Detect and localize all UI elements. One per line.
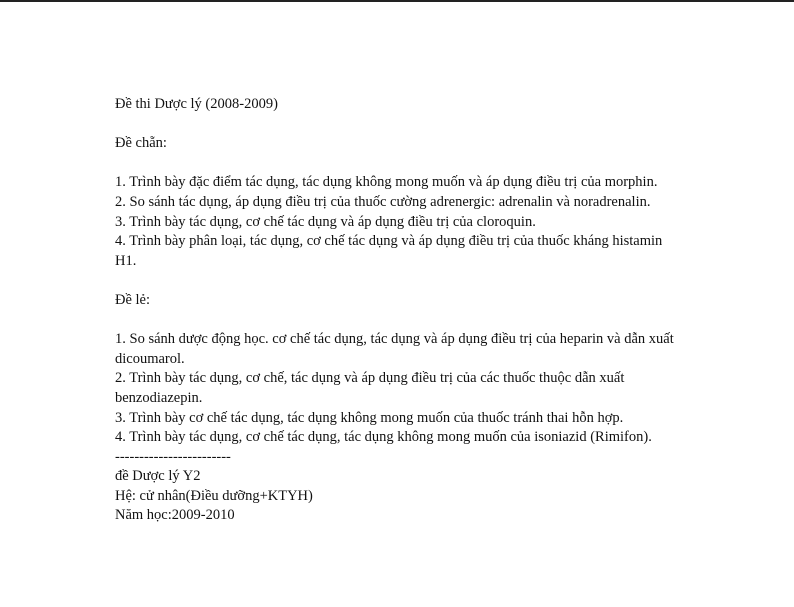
odd-question-4: 4. Trình bày tác dụng, cơ chế tác dụng, tác dụng không mong muốn của isoniazid (Rimifon). (115, 429, 652, 446)
document-body (115, 95, 678, 526)
even-question-1: 1. Trình bày đặc điểm tác dụng, tác dụng không mong muốn và áp dụng điều trị của morphin. (115, 174, 658, 191)
second-exam-program: Hệ: cử nhân(Điều dưỡng+KTYH) (115, 487, 313, 504)
odd-question-list (115, 330, 678, 448)
even-question-2: 2. So sánh tác dụng, áp dụng điều trị của thuốc cường adrenergic: adrenalin và noradrenalin. (115, 193, 651, 210)
even-question-list (115, 173, 675, 271)
even-question-4: 4. Trình bày phân loại, tác dụng, cơ chế tác dụng và áp dụng điều trị của thuốc kháng histamin H1. (115, 233, 666, 269)
document-title: Đề thi Dược lý (2008-2009) (115, 96, 278, 112)
spacer (115, 154, 675, 174)
section-separator: ------------------------ (115, 448, 231, 465)
second-exam-title: đề Dược lý Y2 (115, 468, 201, 485)
top-border (0, 0, 794, 2)
spacer (115, 271, 675, 291)
odd-question-2: 2. Trình bày tác dụng, cơ chế, tác dụng và áp dụng điều trị của các thuốc thuộc dẫn xuất benzodiazepin. (115, 370, 629, 406)
even-question-3: 3. Trình bày tác dụng, cơ chế tác dụng và áp dụng điều trị của cloroquin. (115, 213, 536, 230)
even-exam-heading: Đề chẵn: (115, 135, 167, 152)
second-exam-year: Năm học:2009-2010 (115, 507, 235, 524)
odd-exam-heading: Đề lẻ: (115, 291, 151, 308)
spacer (115, 115, 675, 135)
spacer (115, 311, 675, 331)
odd-question-1: 1. So sánh dược động học. cơ chế tác dụng, tác dụng và áp dụng điều trị của heparin và dẫn xuất dicoumarol. (115, 331, 678, 367)
odd-question-3: 3. Trình bày cơ chế tác dụng, tác dụng không mong muốn của thuốc tránh thai hỗn hợp. (115, 409, 624, 426)
